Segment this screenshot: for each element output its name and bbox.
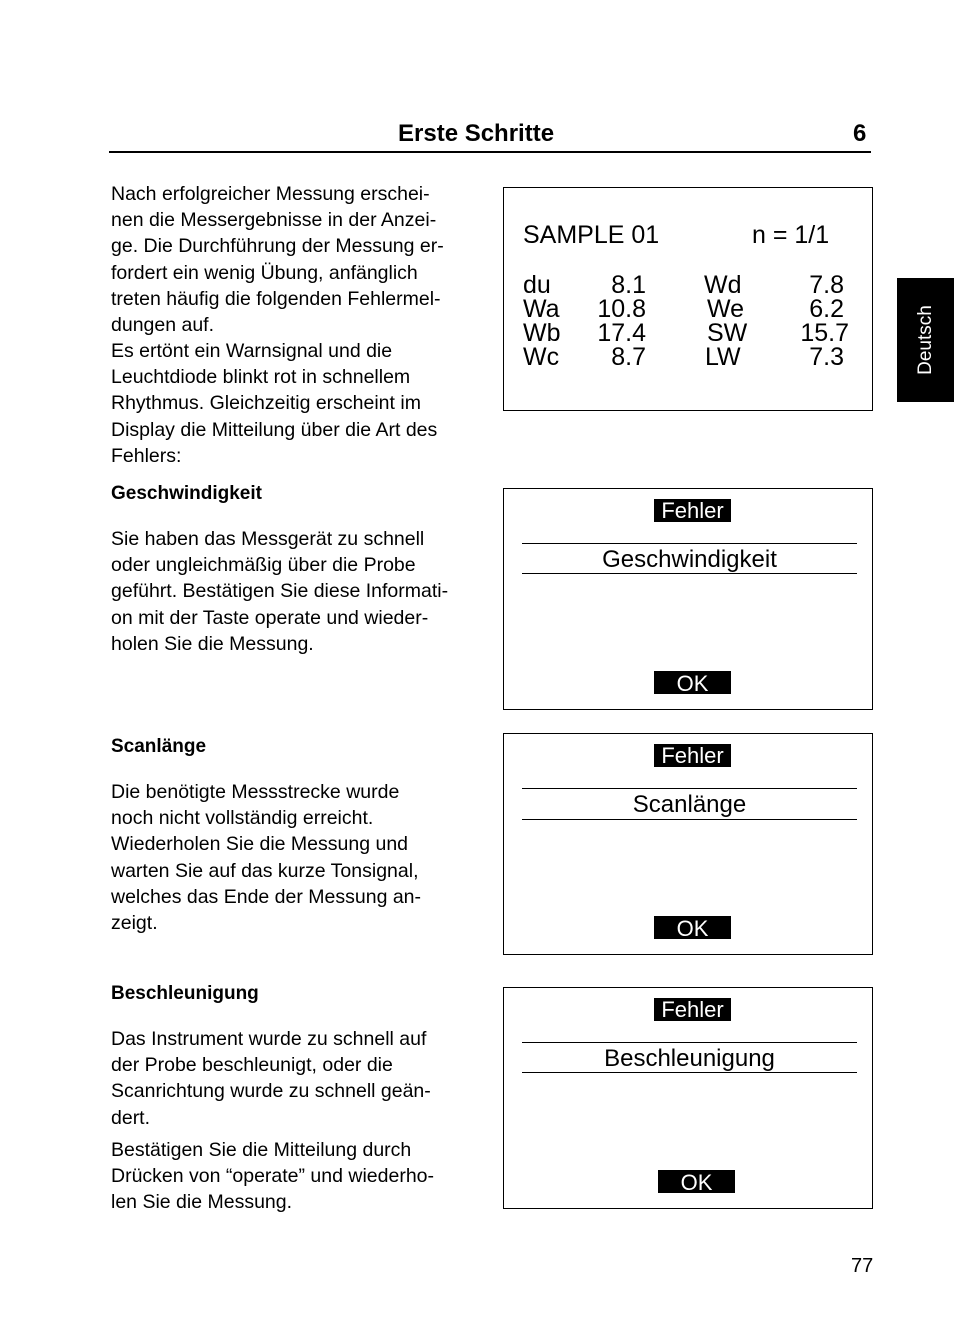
display-divider [522, 1042, 857, 1043]
sample-label: SAMPLE 01 [523, 221, 660, 249]
error-badge: Fehler [654, 499, 731, 522]
measurement-key: Wc [523, 343, 560, 371]
measurement-value: 10.8 [597, 295, 646, 323]
page-header-title: Erste Schritte [398, 120, 555, 147]
ok-softkey: OK [658, 1170, 735, 1193]
measurement-value: 8.7 [611, 343, 646, 371]
error-display-scanlaenge [503, 733, 873, 955]
measurement-value: 7.3 [809, 343, 844, 371]
error-message: Beschleunigung [604, 1045, 775, 1072]
language-side-tab [897, 278, 954, 402]
measurement-value: 17.4 [597, 319, 646, 347]
error-badge: Fehler [654, 998, 731, 1021]
measurement-value: 8.1 [611, 271, 646, 299]
display-divider [522, 788, 857, 789]
section-paragraph: Das Instrument wurde zu schnell auf der Probe beschleunigt, oder die Scanrichtung wurde zu schnell geän- dert. [111, 1028, 431, 1129]
display-divider [522, 1072, 857, 1073]
display-divider [522, 819, 857, 820]
section-paragraph: Sie haben das Messgerät zu schnell oder ungleichmäßig über die Probe geführt. Bestätigen Sie diese Informati- on mit der Taste operate und wieder- holen Sie die Messung. [111, 528, 449, 655]
ok-softkey: OK [654, 671, 731, 694]
section-paragraph: Bestätigen Sie die Mitteilung durch Drücken von “operate” und wiederho- len Sie die Messung. [111, 1139, 435, 1214]
measurement-key: Wa [523, 295, 560, 323]
measurement-value: 7.8 [809, 271, 844, 299]
chapter-number: 6 [853, 120, 867, 147]
measurement-key: We [707, 295, 745, 323]
measurement-key: du [523, 271, 551, 299]
measurement-results-display [503, 187, 873, 411]
header-divider [109, 151, 871, 153]
error-badge: Fehler [654, 744, 731, 767]
measurement-key: Wd [704, 271, 742, 299]
error-message: Scanlänge [632, 791, 747, 818]
measurement-value: 15.7 [800, 319, 849, 347]
page-number: 77 [851, 1255, 874, 1277]
measurement-key: Wb [523, 319, 561, 347]
section-heading-scanlaenge: Scanlänge [111, 736, 207, 757]
measurement-row [504, 342, 872, 372]
display-divider [522, 573, 857, 574]
ok-softkey: OK [654, 916, 731, 939]
section-paragraph: Die benötigte Messstrecke wurde noch nicht vollständig erreicht. Wiederholen Sie die Messung und warten Sie auf das kurze Tonsignal, welches das Ende der Messung an- zeigt. [111, 781, 422, 935]
intro-paragraph-2: Es ertönt ein Warnsignal und die Leuchtdiode blinkt rot in schnellem Rhythmus. Gleichzeitig erscheint im Display die Mitteilung über die Art des Fehlers: [111, 340, 438, 467]
error-display-geschwindigkeit [503, 488, 873, 710]
error-display-beschleunigung [503, 987, 873, 1209]
measurement-value: 6.2 [809, 295, 844, 323]
display-divider [522, 543, 857, 544]
measurement-key: LW [705, 343, 741, 371]
measurement-key: SW [707, 319, 748, 347]
section-heading-geschwindigkeit: Geschwindigkeit [111, 483, 262, 504]
sample-count-label: n = 1/1 [752, 221, 830, 249]
error-message: Geschwindigkeit [602, 546, 777, 573]
intro-paragraph-1: Nach erfolgreicher Messung erschei- nen die Messergebnisse in der Anzei- ge. Die Durchführung der Messung er- fordert ein wenig Übung, anfänglich treten häufig die folgenden Fehlermel- dungen auf. [111, 183, 444, 337]
language-side-tab-label: Deutsch [914, 305, 936, 375]
section-heading-beschleunigung: Beschleunigung [111, 983, 259, 1004]
